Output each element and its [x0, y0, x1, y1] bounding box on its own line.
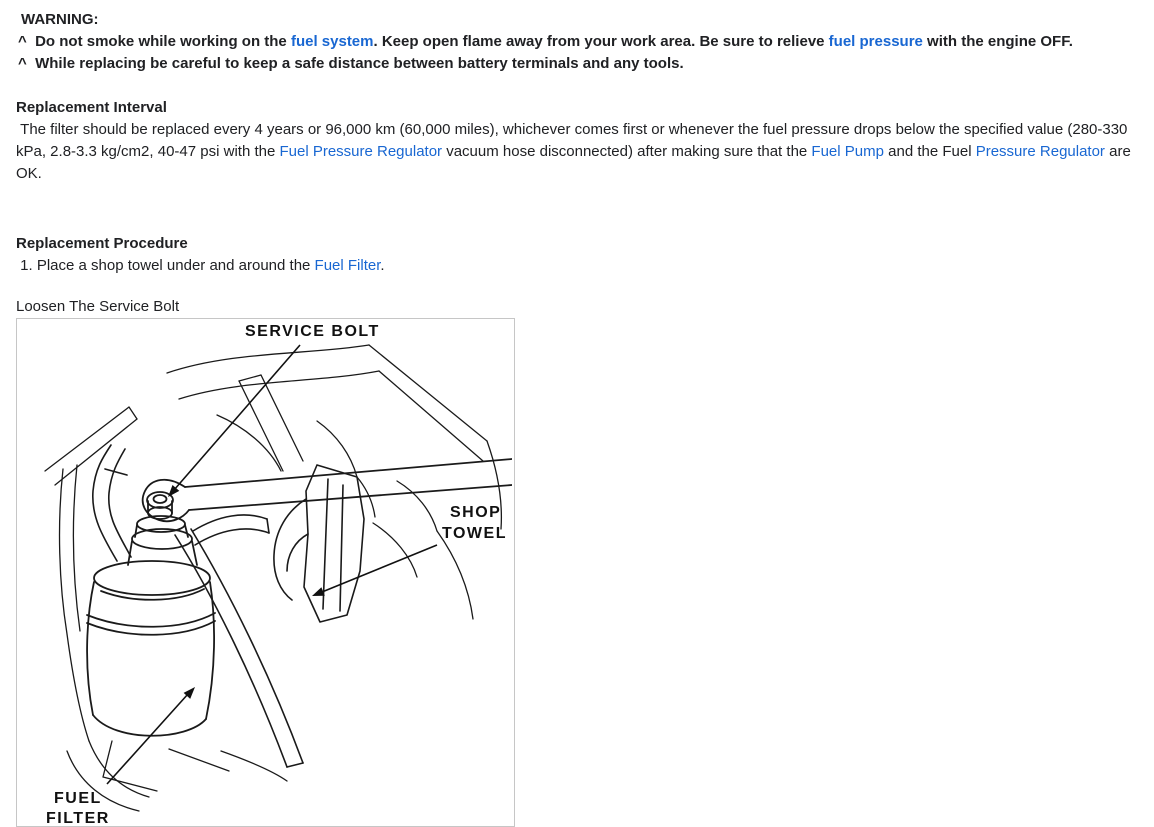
shop-towel-linework — [274, 465, 364, 622]
step-1-text-2: . — [380, 257, 385, 274]
replacement-interval-paragraph — [16, 119, 1138, 185]
service-bolt-label: SERVICE BOLT — [245, 323, 380, 340]
service-bolt-arrow — [168, 345, 300, 497]
fuel-filter-diagram — [17, 319, 512, 824]
warning-item-2: ^ While replacing be careful to keep a safe distance between battery terminals and any tools. — [18, 55, 684, 72]
pressure-regulator-link[interactable]: Pressure Regulator — [975, 143, 1105, 160]
step-1-text-1: 1. Place a shop towel under and around the — [16, 257, 315, 274]
fuel-pressure-regulator-link[interactable]: Fuel Pressure Regulator — [279, 143, 443, 160]
diagram-background-linework — [45, 345, 501, 811]
warning-item-1-text-2: . Keep open flame away from your work area. Be sure to relieve — [373, 33, 829, 50]
figure-caption: Loosen The Service Bolt — [16, 298, 180, 315]
fuel-pressure-link[interactable]: fuel pressure — [828, 33, 923, 50]
procedure-step-1 — [16, 255, 1138, 277]
fuel-filter-link[interactable]: Fuel Filter — [314, 257, 381, 274]
fuel-filter-label-line1: FUEL — [54, 790, 102, 807]
fuel-filter-label-line2: FILTER — [46, 810, 110, 824]
interval-text-4: are OK. — [16, 143, 1135, 182]
interval-text-1: The filter should be replaced every 4 years or 96,000 km (60,000 miles), whichever comes first or whenever the fuel pressure drops below the specified value (280-330 kPa, 2.8-3.3 kg/cm2, 40-47 psi with the — [16, 121, 1132, 160]
fuel-pump-link[interactable]: Fuel Pump — [811, 143, 884, 160]
warning-item-1 — [16, 31, 1138, 53]
shop-towel-label-line2: TOWEL — [442, 525, 507, 542]
warning-title: WARNING: — [21, 11, 99, 28]
fuel-system-link[interactable]: fuel system — [290, 33, 374, 50]
interval-text-3: and the Fuel — [883, 143, 976, 160]
replacement-procedure-title: Replacement Procedure — [16, 235, 188, 252]
replacement-interval-title: Replacement Interval — [16, 99, 167, 116]
fuel-filter-figure — [16, 318, 515, 827]
callout-arrows — [107, 345, 437, 784]
warning-item-1-text-3: with the engine OFF. — [922, 33, 1073, 50]
fuel-filter-arrow — [107, 687, 195, 784]
fuel-hose-linework — [93, 445, 303, 767]
warning-item-1-text-1: ^ Do not smoke while working on the — [18, 33, 291, 50]
shop-towel-label-line1: SHOP — [450, 504, 502, 521]
shop-towel-arrow — [312, 545, 437, 596]
interval-text-2: vacuum hose disconnected) after making sure that the — [442, 143, 812, 160]
